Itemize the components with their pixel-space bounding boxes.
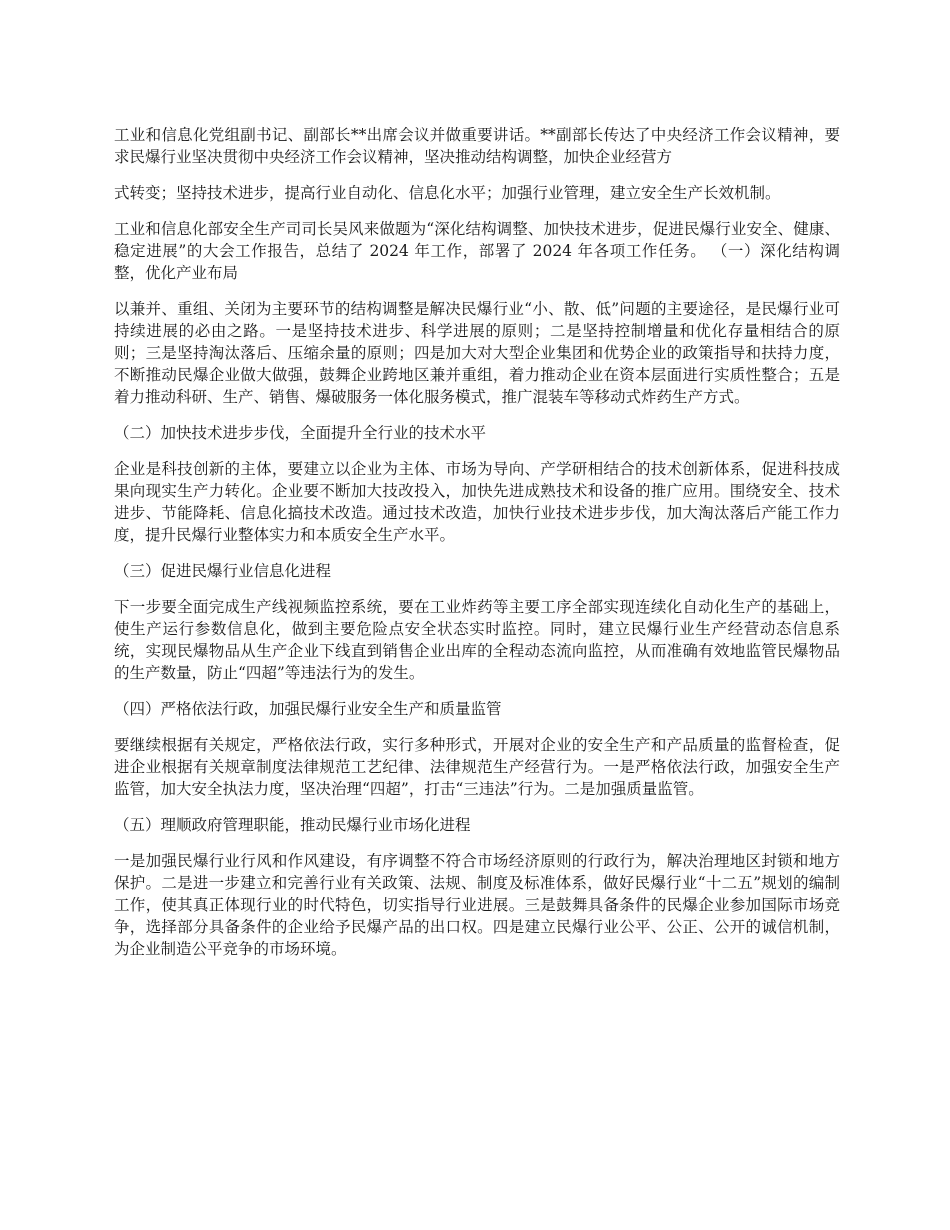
section-heading-informatization: （三）促进民爆行业信息化进程 (114, 562, 332, 580)
section-heading-law-enforcement: （四）严格依法行政，加强民爆行业安全生产和质量监管 (114, 700, 502, 718)
paragraph-mode-transformation: 式转变；坚持技术进步，提高行业自动化、信息化水平；加强行业管理，建立安全生产长效机制。 (114, 184, 781, 202)
section-heading-government-functions: （五）理顺政府管理职能，推动民爆行业市场化进程 (114, 816, 471, 834)
paragraph-structural-adjustment: 以兼并、重组、关闭为主要环节的结构调整是解决民爆行业“小、散、低”问题的主要途径，是民爆行业可持续进展的必由之路。一是坚持技术进步、科学进展的原则；二是坚持控制增量和优化存量相结合的原则；三是坚持淘汰落后、压缩余量的原则；四是加大对大型企业集团和优势企业的政策指导和扶持力度，不断推动民爆企业做大做强，鼓舞企业跨地区兼并重组，着力推动企业在资本层面进行实质性整合；五是着力推动科研、生产、销售、爆破服务一体化服务模式，推广混装车等移动式炸药生产方式。 (114, 300, 840, 406)
paragraph-tech-innovation: 企业是科技创新的主体，要建立以企业为主体、市场为导向、产学研相结合的技术创新体系，促进科技成果向现实生产力转化。企业要不断加大技改投入，加快先进成熟技术和设备的推广应用。围绕安全、技术进步、节能降耗、信息化搞技术改造。通过技术改造，加快行业技术进步步伐，加大淘汰落后产能工作力度，提升民爆行业整体实力和本质安全生产水平。 (114, 460, 840, 544)
paragraph-work-report: 工业和信息化部安全生产司司长吴风来做题为“深化结构调整、加快技术进步，促进民爆行业安全、健康、稳定进展”的大会工作报告，总结了 2024 年工作，部署了 2024 年各项工作任务。 （一）深化结构调整，优化产业布局 (114, 220, 840, 282)
paragraph-supervision: 要继续根据有关规定，严格依法行政，实行多种形式，开展对企业的安全生产和产品质量的监督检查，促进企业根据有关规章制度法律规范工艺纪律、法律规范生产经营行为。一是严格依法行政，加强安全生产监管，加大安全执法力度，坚决治理“四超”，打击“三违法”行为。二是加强质量监管。 (114, 736, 840, 798)
paragraph-video-monitoring: 下一步要全面完成生产线视频监控系统，要在工业炸药等主要工序全部实现连续化自动化生产的基础上，使生产运行参数信息化，做到主要危险点安全状态实时监控。同时，建立民爆行业生产经营动态信息系统，实现民爆物品从生产企业下线直到销售企业出库的全程动态流向监控，从而准确有效地监管民爆物品的生产数量，防止“四超”等违法行为的发生。 (114, 598, 840, 682)
document-body (114, 124, 840, 974)
section-heading-tech-progress: （二）加快技术进步步伐，全面提升全行业的技术水平 (114, 424, 487, 442)
paragraph-meeting-speech: 工业和信息化党组副书记、副部长**出席会议并做重要讲话。**副部长传达了中央经济工作会议精神，要求民爆行业坚决贯彻中央经济工作会议精神，坚决推动结构调整，加快企业经营方 (114, 126, 840, 166)
paragraph-market-reform: 一是加强民爆行业行风和作风建设，有序调整不符合市场经济原则的行政行为，解决治理地区封锁和地方保护。二是进一步建立和完善行业有关政策、法规、制度及标准体系，做好民爆行业“十二五”规划的编制工作，使其真正体现行业的时代特色，切实指导行业进展。三是鼓舞具备条件的民爆企业参加国际市场竞争，选择部分具备条件的企业给予民爆产品的出口权。四是建立民爆行业公平、公正、公开的诚信机制，为企业制造公平竞争的市场环境。 (114, 852, 840, 958)
